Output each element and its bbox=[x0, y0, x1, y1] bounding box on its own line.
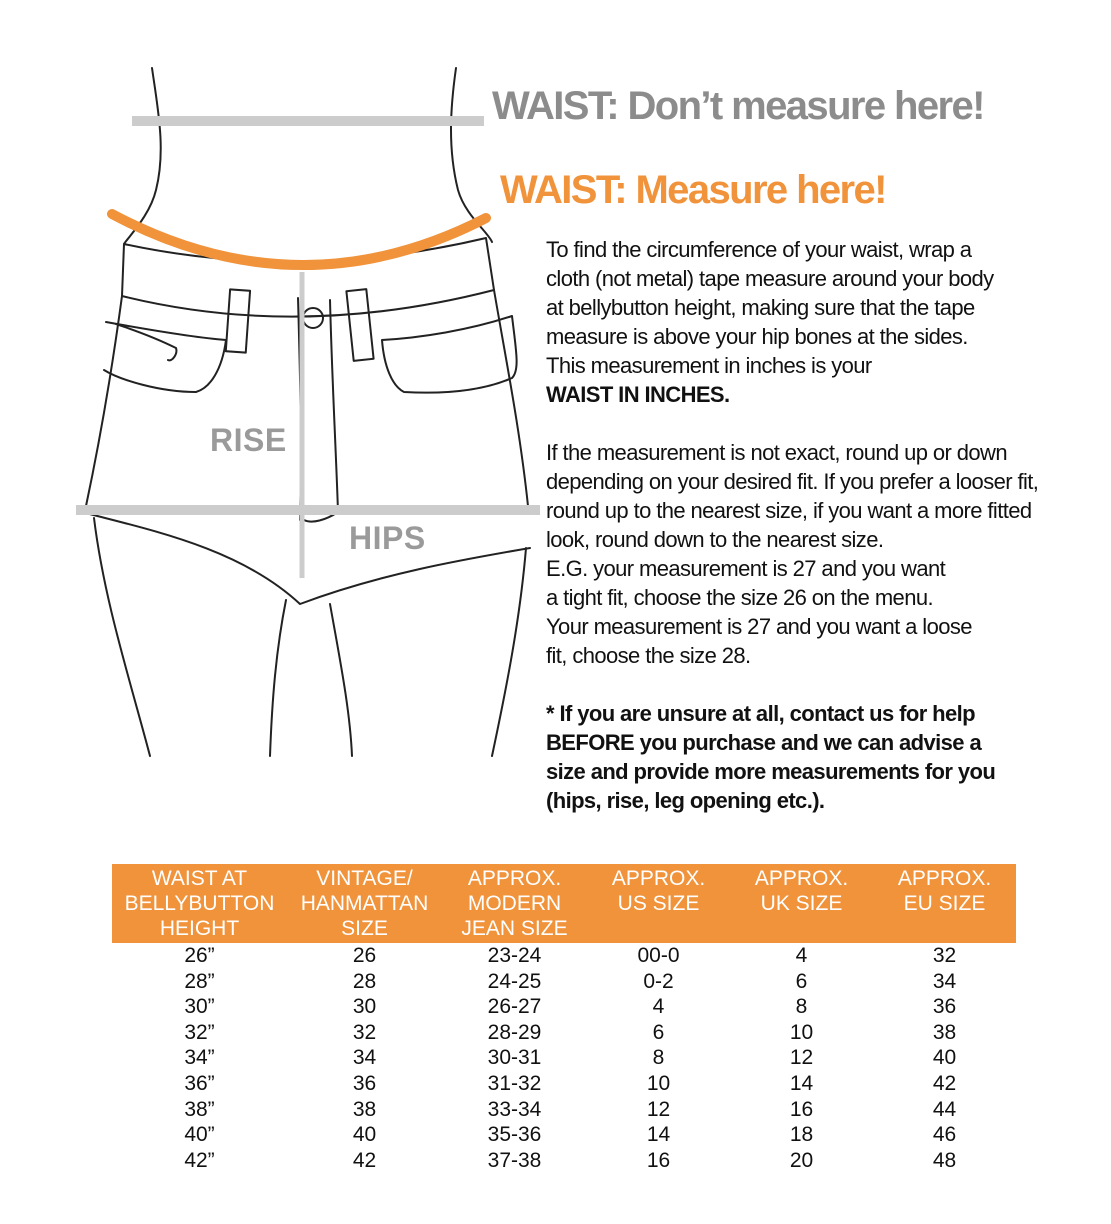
header-waist: WAIST AT BELLYBUTTON HEIGHT bbox=[112, 864, 287, 943]
header-us-size: APPROX. US SIZE bbox=[587, 864, 730, 943]
waistband bbox=[122, 238, 494, 317]
text-line: This measurement in inches is your bbox=[546, 353, 872, 378]
text-line: E.G. your measurement is 27 and you want bbox=[546, 556, 946, 581]
right-leg-outer bbox=[492, 548, 526, 756]
instructions-paragraph-2 bbox=[546, 438, 1086, 670]
table-cell: 12 bbox=[646, 1097, 671, 1121]
left-leg-outer bbox=[94, 518, 150, 756]
table-row bbox=[112, 969, 1016, 995]
fly-placket bbox=[304, 300, 338, 522]
table-cell: 0-2 bbox=[643, 969, 674, 993]
table-row bbox=[112, 1122, 1016, 1148]
table-header-row bbox=[112, 864, 1016, 943]
text-line: To find the circumference of your waist, wrap a bbox=[546, 237, 972, 262]
table-cell: 14 bbox=[789, 1071, 814, 1095]
header-eu-size: APPROX. EU SIZE bbox=[873, 864, 1016, 943]
table-cell: 30” bbox=[184, 995, 215, 1019]
table-cell: 37-38 bbox=[487, 1148, 542, 1172]
table-cell: 10 bbox=[646, 1071, 671, 1095]
belt-loop-right bbox=[346, 289, 373, 361]
text-line: look, round down to the nearest size. bbox=[546, 527, 884, 552]
table-cell: 16 bbox=[646, 1148, 671, 1172]
table-cell: 34 bbox=[352, 1046, 377, 1070]
table-row bbox=[112, 943, 1016, 969]
text-line: cloth (not metal) tape measure around your body bbox=[546, 266, 994, 291]
table-cell: 18 bbox=[789, 1123, 814, 1147]
waist-measure-heading: WAIST: Measure here! bbox=[500, 168, 886, 212]
table-cell: 42 bbox=[352, 1148, 377, 1172]
text-line: Your measurement is 27 and you want a loose bbox=[546, 614, 972, 639]
table-cell: 28-29 bbox=[487, 1020, 542, 1044]
table-cell: 16 bbox=[789, 1097, 814, 1121]
waist-measure-curve bbox=[112, 214, 486, 265]
text-line: * If you are unsure at all, contact us for help bbox=[546, 701, 976, 726]
right-leg-inner bbox=[330, 604, 352, 756]
table-cell: 40” bbox=[184, 1123, 215, 1147]
table-cell: 38 bbox=[352, 1097, 377, 1121]
text-line: round up to the nearest size, if you want a more fitted bbox=[546, 498, 1032, 523]
header-modern-size: APPROX. MODERN JEAN SIZE bbox=[442, 864, 587, 943]
table-cell: 00-0 bbox=[637, 944, 680, 967]
size-chart-table bbox=[112, 864, 1016, 1173]
table-cell: 30 bbox=[352, 995, 377, 1019]
shorts-hem bbox=[82, 512, 530, 604]
text-line: (hips, rise, leg opening etc.). bbox=[546, 788, 825, 813]
text-line: BEFORE you purchase and we can advise a bbox=[546, 730, 982, 755]
table-cell: 12 bbox=[789, 1046, 814, 1070]
belt-loop-left bbox=[226, 289, 250, 352]
hips-label: HIPS bbox=[349, 520, 426, 556]
table-cell: 26-27 bbox=[487, 995, 542, 1019]
table-row bbox=[112, 1045, 1016, 1071]
table-cell: 28 bbox=[352, 969, 377, 993]
table-cell: 20 bbox=[789, 1148, 814, 1172]
table-cell: 38 bbox=[932, 1020, 957, 1044]
table-cell: 33-34 bbox=[487, 1097, 542, 1121]
table-cell: 26” bbox=[184, 944, 215, 967]
pocket-left bbox=[104, 322, 226, 392]
table-cell: 40 bbox=[932, 1046, 957, 1070]
text-line: WAIST IN INCHES. bbox=[546, 382, 730, 407]
table-row bbox=[112, 1071, 1016, 1097]
table-row bbox=[112, 1020, 1016, 1046]
table-cell: 44 bbox=[932, 1097, 957, 1121]
table-cell: 38” bbox=[184, 1097, 215, 1121]
text-line: If the measurement is not exact, round up or down bbox=[546, 440, 1007, 465]
table-cell: 23-24 bbox=[487, 944, 542, 967]
waist-dont-heading: WAIST: Don’t measure here! bbox=[492, 84, 984, 128]
table-cell: 46 bbox=[932, 1123, 957, 1147]
table-cell: 8 bbox=[795, 995, 808, 1019]
table-cell: 36 bbox=[352, 1071, 377, 1095]
table-cell: 31-32 bbox=[487, 1071, 542, 1095]
table-row bbox=[112, 994, 1016, 1020]
left-leg-inner bbox=[270, 600, 286, 756]
pocket-right bbox=[382, 316, 517, 393]
table-cell: 6 bbox=[652, 1020, 665, 1044]
table-cell: 24-25 bbox=[487, 969, 542, 993]
table-cell: 4 bbox=[652, 995, 665, 1019]
help-note bbox=[546, 699, 1086, 815]
table-cell: 48 bbox=[932, 1148, 957, 1172]
table-cell: 40 bbox=[352, 1123, 377, 1147]
button bbox=[303, 308, 323, 328]
table-cell: 32 bbox=[352, 1020, 377, 1044]
table-cell: 36 bbox=[932, 995, 957, 1019]
table-cell: 4 bbox=[795, 944, 808, 967]
table-row bbox=[112, 1097, 1016, 1123]
table-cell: 14 bbox=[646, 1123, 671, 1147]
text-line: a tight fit, choose the size 26 on the menu. bbox=[546, 585, 933, 610]
table-cell: 36” bbox=[184, 1071, 215, 1095]
shorts-right-side bbox=[494, 290, 528, 506]
header-vintage-size: VINTAGE/ HANMATTAN SIZE bbox=[287, 864, 442, 943]
table-cell: 35-36 bbox=[487, 1123, 542, 1147]
table-cell: 10 bbox=[789, 1020, 814, 1044]
table-cell: 30-31 bbox=[487, 1046, 542, 1070]
table-cell: 34 bbox=[932, 969, 957, 993]
table-cell: 26 bbox=[352, 944, 377, 967]
header-uk-size: APPROX. UK SIZE bbox=[730, 864, 873, 943]
table-cell: 28” bbox=[184, 969, 215, 993]
instructions-paragraph-1 bbox=[546, 235, 1086, 409]
table-row bbox=[112, 1148, 1016, 1174]
table-body bbox=[112, 943, 1016, 1173]
table-cell: 8 bbox=[652, 1046, 665, 1070]
table-cell: 42” bbox=[184, 1148, 215, 1172]
table-cell: 34” bbox=[184, 1046, 215, 1070]
shorts-left-side bbox=[86, 296, 122, 506]
table-cell: 32 bbox=[932, 944, 957, 967]
text-line: at bellybutton height, making sure that the tape bbox=[546, 295, 975, 320]
text-line: measure is above your hip bones at the sides. bbox=[546, 324, 968, 349]
text-line: depending on your desired fit. If you prefer a looser fit, bbox=[546, 469, 1039, 494]
table-cell: 42 bbox=[932, 1071, 957, 1095]
table-cell: 32” bbox=[184, 1020, 215, 1044]
text-line: fit, choose the size 28. bbox=[546, 643, 751, 668]
jeans-illustration bbox=[0, 0, 560, 800]
table-cell: 6 bbox=[795, 969, 808, 993]
rise-label: RISE bbox=[210, 422, 287, 458]
text-line: size and provide more measurements for you bbox=[546, 759, 996, 784]
